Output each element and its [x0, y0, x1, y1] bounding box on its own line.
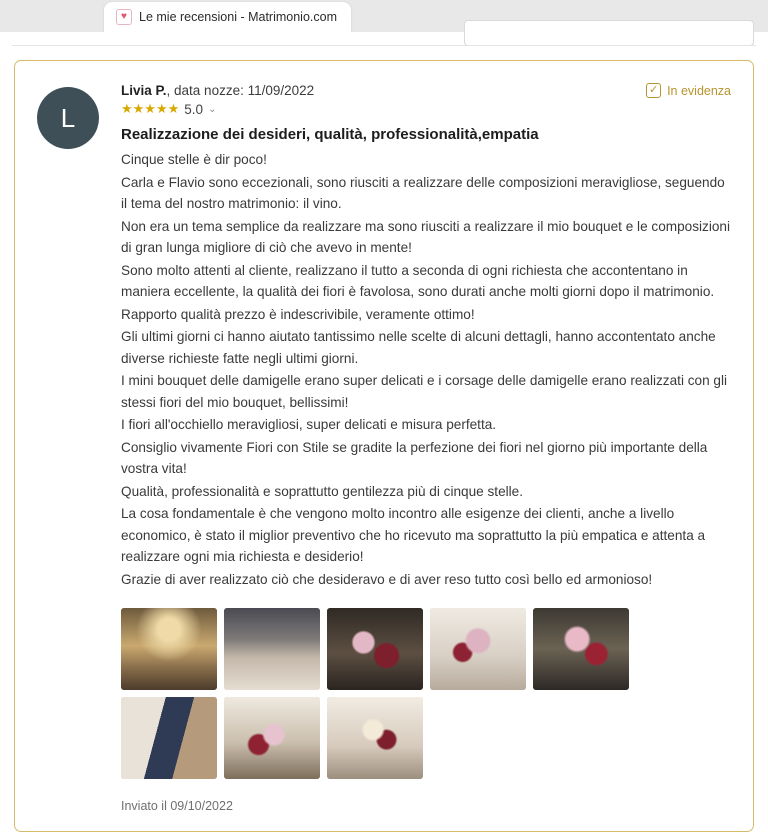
stars-icon: ★★★★★: [121, 101, 180, 116]
photo-image: [327, 697, 423, 779]
review-paragraph: Sono molto attenti al cliente, realizzano il tutto a seconda di ogni richiesta che accontentano in maniera eccellente, la qualità dei fiori è favolosa, sono durati anche molti giorni dopo il matrimonio.: [121, 262, 715, 299]
review-paragraph: Carla e Flavio sono eccezionali, sono riusciti a realizzare delle composizioni meravigliose, seguendo il tema del nostro matrimonio: il vino.: [121, 174, 725, 211]
review-photo-gallery: [121, 608, 731, 779]
review-photo[interactable]: [121, 608, 217, 690]
review-paragraph: Consiglio vivamente Fiori con Stile se gradite la perfezione dei fiori nel giorno più importante della vostra vita!: [121, 439, 708, 476]
photo-image: [224, 608, 320, 690]
review-photo[interactable]: [430, 608, 526, 690]
chevron-down-icon[interactable]: ⌄: [208, 103, 217, 115]
divider: [12, 45, 756, 46]
featured-badge[interactable]: [646, 83, 731, 98]
review-paragraph: I mini bouquet delle damigelle erano super delicati e i corsage delle damigelle erano realizzati con gli stessi fiori del mio bouquet, bellissimi!: [121, 373, 728, 410]
review-body: [121, 83, 731, 821]
review-photo[interactable]: [121, 697, 217, 779]
photo-image: [121, 697, 217, 779]
review-photo[interactable]: [327, 697, 423, 779]
rating: [121, 101, 731, 117]
photo-image: [121, 608, 217, 690]
review-paragraph: Grazie di aver realizzato ciò che desideravo e di aver reso tutto così bello ed armonioso!: [121, 571, 653, 587]
review-title: Realizzazione dei desideri, qualità, professionalità,empatia: [121, 126, 539, 143]
photo-image: [533, 608, 629, 690]
search-box-partial[interactable]: [464, 20, 754, 46]
page-content: [0, 46, 768, 832]
review-paragraph: Rapporto qualità prezzo è indescrivibile, veramente ottimo!: [121, 306, 475, 322]
review-photo[interactable]: [533, 608, 629, 690]
review-sent-date: Inviato il 09/10/2022: [121, 799, 233, 813]
review-author: Livia P.: [121, 83, 167, 98]
page-chrome-strip: [0, 32, 768, 46]
review-paragraph: Qualità, professionalità e soprattutto gentilezza più di cinque stelle.: [121, 483, 524, 499]
review-photo[interactable]: [224, 608, 320, 690]
review-byline: [121, 83, 611, 98]
review-paragraph: La cosa fondamentale è che vengono molto incontro alle esigenze dei clienti, anche a livello economico, è stato il miglior preventivo che ho ricevuto ma soprattutto la più empatica e attenta a realizzare ogni mia richiesta e desiderio!: [121, 506, 706, 564]
review-paragraph: Non era un tema semplice da realizzare ma sono riusciti a realizzare il mio bouquet e le composizioni di gran lunga migliore di ciò che avevo in mente!: [121, 218, 730, 255]
review-paragraph: I fiori all'occhiello meravigliosi, super delicati e misura perfetta.: [121, 417, 497, 432]
rating-score: 5.0: [184, 101, 204, 117]
featured-badge-label: In evidenza: [667, 83, 731, 98]
favicon-heart-icon: ♥: [116, 9, 132, 25]
photo-image: [327, 608, 423, 690]
review-paragraph: Gli ultimi giorni ci hanno aiutato tantissimo nelle scelte di alcuni dettagli, hanno accontentato anche diverse richieste fatte negli ultimi giorni.: [121, 329, 716, 366]
review-photo[interactable]: [327, 608, 423, 690]
check-icon: ✓: [646, 83, 661, 98]
photo-image: [430, 608, 526, 690]
browser-tab[interactable]: [104, 2, 351, 32]
review-paragraph: Cinque stelle è dir poco!: [121, 152, 267, 167]
photo-image: [224, 697, 320, 779]
avatar: L: [37, 87, 99, 149]
browser-tab-title: Le mie recensioni - Matrimonio.com: [139, 10, 337, 24]
review-photo[interactable]: [224, 697, 320, 779]
review-wedding-date: , data nozze: 11/09/2022: [166, 83, 315, 98]
review-card: [14, 60, 754, 832]
